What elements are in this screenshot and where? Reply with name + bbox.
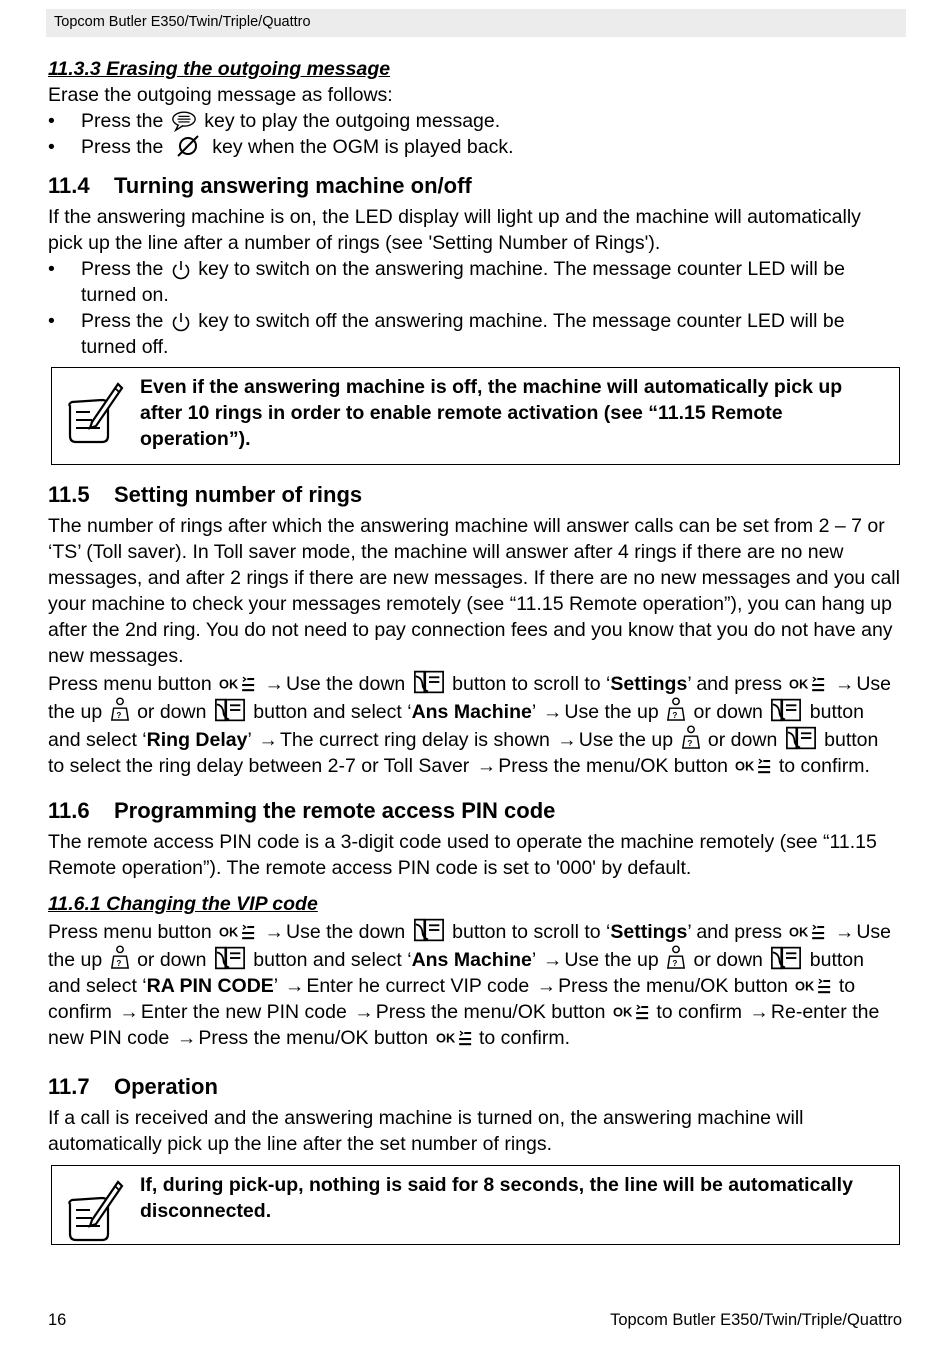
header-title: Topcom Butler E350/Twin/Triple/Quattro: [54, 14, 311, 30]
bullet-item: • Press the key to switch off the answering machine. The message counter LED will be turned off.: [48, 308, 900, 360]
arrow-icon: →: [354, 1001, 374, 1023]
section-intro: The number of rings after which the answering machine will answer calls can be set from 2 – 7 or ‘TS’ (Toll saver). In Toll saver mode, the machine will answer after 4 rings if there are no new messages, and after 2 rings if there are new messages. If there are no new messages and you call your machine to check your messages remotely (see “11.15 Remote operation”), you can hang up after the 2nd ring. You do not need to pay connection fees and you know that you do not have any new messages.: [48, 515, 900, 667]
arrow-icon: →: [176, 1027, 197, 1049]
footer-title: Topcom Butler E350/Twin/Triple/Quattro: [610, 1311, 902, 1329]
up-key-icon: [666, 945, 686, 971]
note-text: Even if the answering machine is off, the machine will automatically pick up after 10 rings in order to enable remote activation (see “11.15 Remote operation”).: [140, 376, 843, 450]
procedure-text: Press menu button → Use the down button to scroll to ‘Settings’ and press → Use the up or down button and select ‘Ans Machine’ → Use the up or down button and select ‘RA PIN CODE’ → Enter he currect VIP code → Press the menu/OK button to confirm → Enter the new PIN code → Press the menu/OK button to confirm → Re-enter the new PIN code → Press the menu/OK button to confirm.: [48, 917, 900, 1051]
note-text: If, during pick-up, nothing is said for 8 seconds, the line will be automatically disconnected.: [140, 1174, 853, 1222]
section-intro: The remote access PIN code is a 3-digit code used to operate the machine remotely (see “11.15 Remote operation”). The remote access PIN code is set to '000' by default.: [48, 831, 877, 879]
arrow-icon: →: [264, 673, 285, 695]
up-key-icon: [681, 725, 701, 751]
up-key-icon: [666, 697, 686, 723]
arrow-icon: →: [258, 729, 278, 751]
arrow-icon: →: [476, 755, 497, 777]
section-intro: If the answering machine is on, the LED display will light up and the machine will automatically pick up the line after a number of rings (see 'Setting Number of Rings').: [48, 206, 861, 254]
arrow-icon: →: [557, 729, 577, 751]
note-pen-icon: [62, 1176, 124, 1244]
page-number: 16: [48, 1311, 67, 1329]
subsection-title-11-3-3: 11.3.3 Erasing the outgoing message: [48, 58, 391, 80]
up-key-icon: [110, 697, 130, 723]
down-key-icon: [214, 945, 246, 971]
section-heading-11-5: 11.5 Setting number of rings: [48, 482, 363, 507]
ok-menu-icon: [219, 673, 255, 695]
arrow-icon: →: [834, 921, 855, 943]
procedure-text: Press menu button → Use the down button to scroll to ‘Settings’ and press → Use the up or down button and select ‘Ans Machine’ → Use the up or down button and select ‘Ring Delay’ → The currect ring delay is shown → Use the up or down button to select the ring delay between 2-7 or Toll Saver → Press the menu/OK button to confirm.: [48, 669, 900, 779]
note-pen-icon: [62, 378, 124, 446]
down-key-icon: [770, 945, 802, 971]
page-content: [48, 56, 900, 1245]
down-key-icon: [785, 725, 817, 751]
down-key-icon: [413, 669, 445, 695]
section-intro: Erase the outgoing message as follows:: [48, 84, 393, 106]
arrow-icon: →: [284, 975, 305, 997]
arrow-icon: →: [542, 949, 563, 971]
erase-icon: [175, 134, 201, 158]
subsection-title-11-6-1: 11.6.1 Changing the VIP code: [48, 893, 318, 915]
section-heading-11-7: 11.7 Operation: [48, 1074, 218, 1099]
arrow-icon: →: [834, 673, 855, 695]
down-key-icon: [214, 697, 246, 723]
arrow-icon: →: [542, 701, 563, 723]
ok-menu-icon: [613, 1001, 649, 1023]
power-icon: [171, 312, 191, 332]
ok-menu-icon: [789, 921, 825, 943]
ok-menu-icon: [735, 755, 771, 777]
bullet-item: • Press the key when the OGM is played back.: [48, 134, 900, 160]
bullet-item: • Press the key to play the outgoing message.: [48, 108, 900, 134]
down-key-icon: [770, 697, 802, 723]
section-heading-11-4: 11.4 Turning answering machine on/off: [48, 173, 472, 198]
ok-menu-icon: [795, 975, 831, 997]
page-header: [46, 9, 906, 37]
arrow-icon: →: [536, 975, 557, 997]
up-key-icon: [110, 945, 130, 971]
section-intro: If a call is received and the answering machine is turned on, the answering machine will automatically pick up the line after the set number of rings.: [48, 1107, 804, 1155]
arrow-icon: →: [119, 1001, 139, 1023]
note-box: [51, 1165, 900, 1245]
ok-menu-icon: [789, 673, 825, 695]
ok-menu-icon: [436, 1027, 472, 1049]
bullet-item: • Press the key to switch on the answering machine. The message counter LED will be turned on.: [48, 256, 900, 308]
arrow-icon: →: [749, 1001, 769, 1023]
section-heading-11-6: 11.6 Programming the remote access PIN code: [48, 798, 556, 823]
power-icon: [171, 260, 191, 280]
arrow-icon: →: [264, 921, 285, 943]
ok-menu-icon: [219, 921, 255, 943]
message-play-icon: [171, 110, 197, 132]
note-box: [51, 367, 900, 465]
down-key-icon: [413, 917, 445, 943]
